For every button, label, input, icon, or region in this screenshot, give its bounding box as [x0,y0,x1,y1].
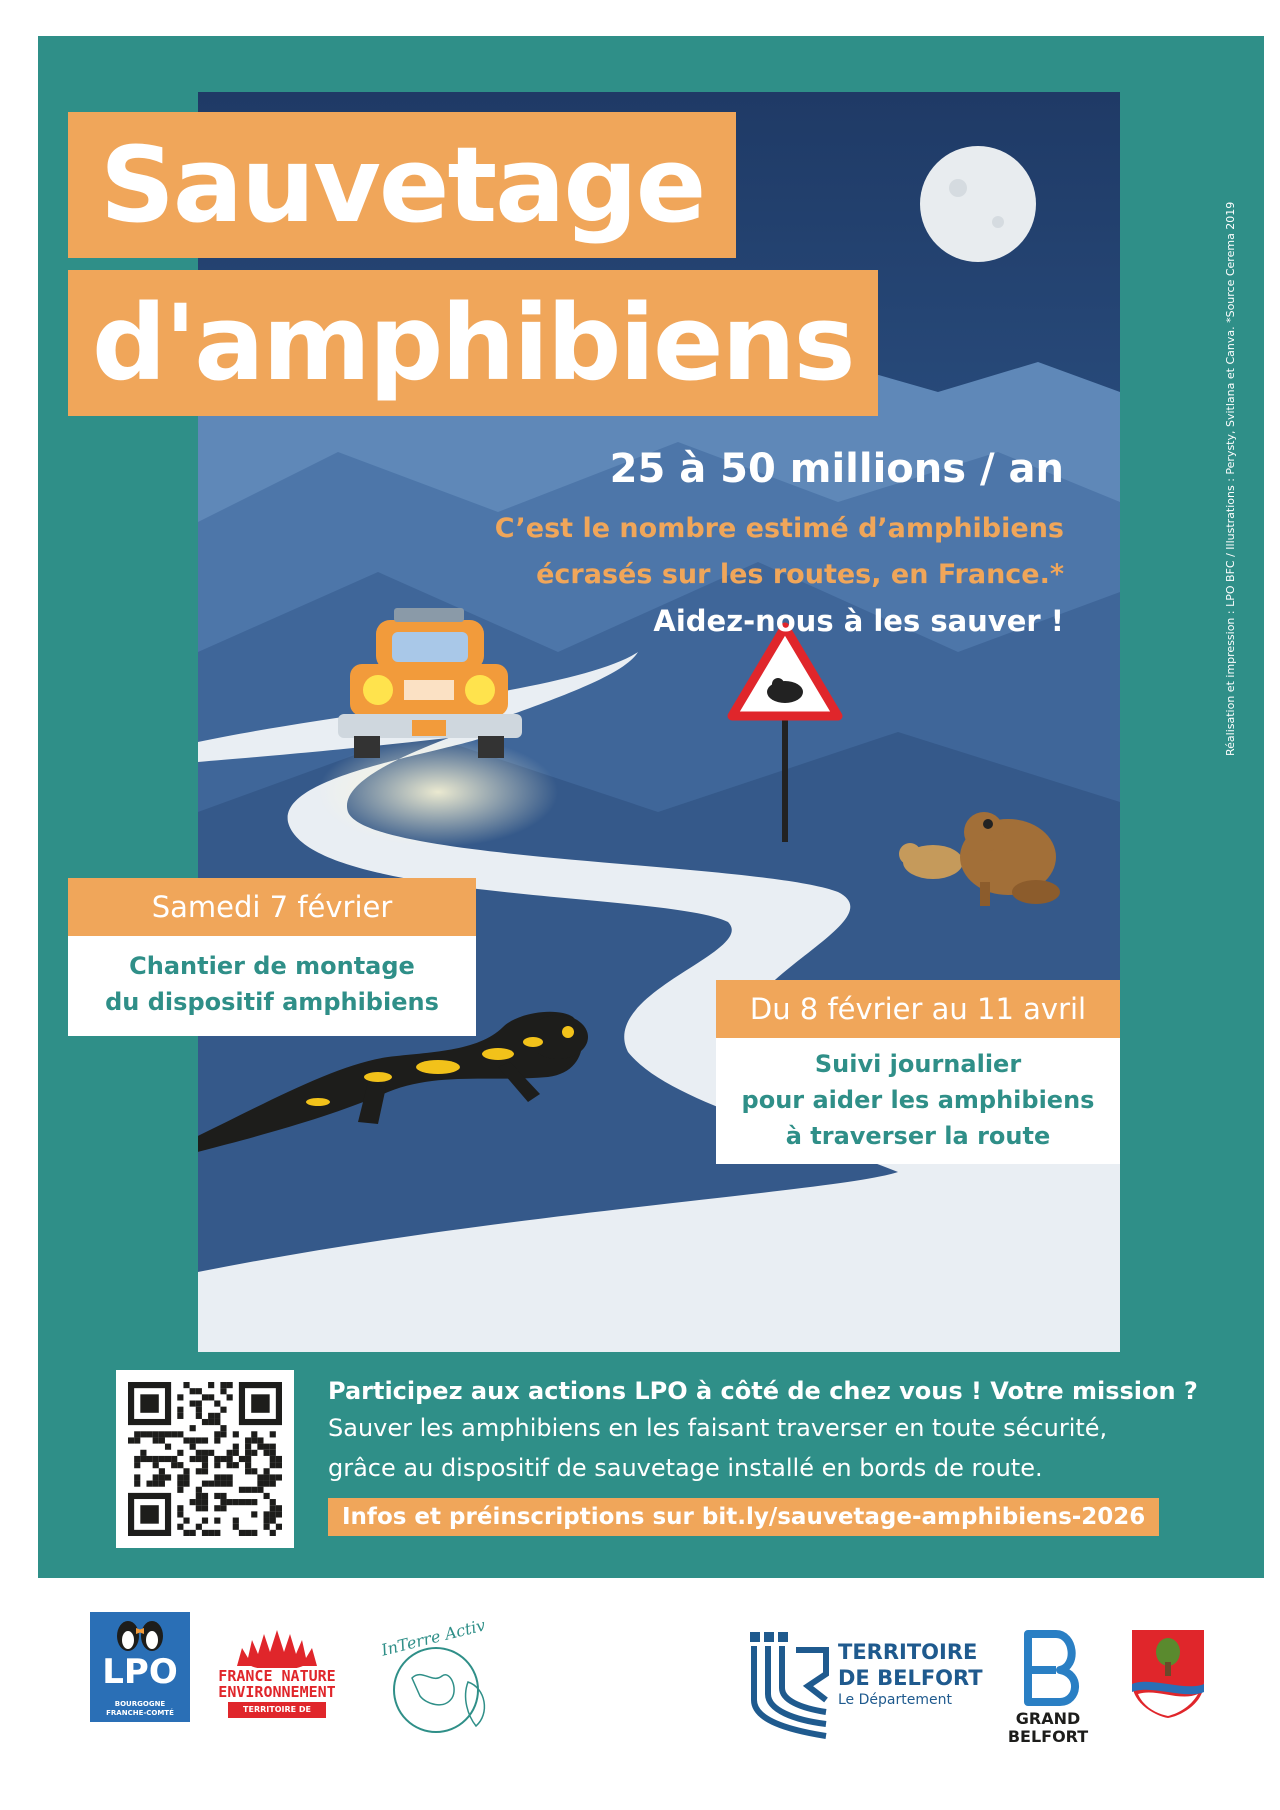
event-description [68,936,476,1036]
registration-link[interactable]: Infos et préinscriptions sur bit.ly/sauvetage-amphibiens-2026 [328,1498,1159,1536]
lpo-region-line-2: FRANCHE-COMTÉ [106,1709,174,1717]
lpo-region-line-1: BOURGOGNE [114,1700,166,1708]
event-card-2 [716,980,1120,1164]
stat-call-to-action: Aidez-nous à les sauver ! [653,604,1064,638]
cta-body-line-1: Sauver les amphibiens en les faisant traverser en toute sécurité, [328,1414,1108,1442]
qr-code[interactable] [116,1370,294,1548]
grand-belfort-label [998,1710,1098,1746]
fne-line-1: FRANCE NATURE [218,1667,336,1685]
credits-vertical [1224,136,1246,756]
stat-line-2: écrasés sur les routes, en France.* [536,559,1064,590]
fne-line-2: ENVIRONNEMENT [218,1683,336,1701]
qr-code-icon [128,1382,282,1536]
tdb-line-3: Le Département [838,1692,952,1708]
event-line: Suivi journalier [814,1050,1022,1078]
call-to-action [328,1374,1258,1536]
title-line-2: d'amphibiens [68,270,878,416]
stat-line-1: C’est le nombre estimé d’amphibiens [494,513,1064,544]
fne-logo [212,1618,342,1730]
event-line: à traverser la route [785,1122,1051,1150]
cta-body-line-2: grâce au dispositif de sauvetage installé en bords de route. [328,1454,1043,1482]
gb-line-2: BELFORT [1007,1727,1089,1746]
poster-background [38,36,1264,1578]
coat-of-arms-icon [1130,1628,1206,1720]
grand-belfort-logo [998,1630,1098,1750]
grand-belfort-b-icon [998,1630,1098,1706]
lpo-region [90,1700,190,1718]
hedgehog-icon [212,1618,342,1668]
municipal-crest-logo [1130,1628,1206,1720]
puffin-icon [90,1614,190,1654]
event-line: Chantier de montage [129,952,415,980]
event-date: Samedi 7 février [68,878,476,936]
fne-territory: TERRITOIRE DE BELFORT [228,1702,326,1718]
partner-logos [0,1588,1280,1810]
lpo-label: LPO [102,1652,178,1692]
fne-label [212,1668,342,1700]
stat-headline: 25 à 50 millions / an [609,446,1064,492]
cta-headline: Participez aux actions LPO à côté de chez vous ! Votre mission ? [328,1377,1198,1405]
event-line: du dispositif amphibiens [105,988,439,1016]
lpo-logo [90,1612,190,1722]
stats-block [495,446,1064,644]
gb-line-1: GRAND [1015,1709,1081,1728]
interterre-logo [372,1615,500,1738]
tdb-line-2: DE BELFORT [838,1666,983,1690]
credits-text: Réalisation et impression : LPO BFC / Illustrations : Perysty, Svitlana et Canva. *Source Cerema 2019 [1224,201,1237,756]
tdb-line-1: TERRITOIRE [838,1640,978,1664]
moon-icon [920,146,1036,262]
interterre-label: InTerre Activ [379,1615,488,1660]
event-date: Du 8 février au 11 avril [716,980,1120,1038]
title-line-1: Sauvetage [68,112,736,258]
event-description [716,1038,1120,1164]
department-emblem-icon [748,1630,832,1740]
territoire-de-belfort-logo [748,1630,988,1740]
event-card-1 [68,878,476,1036]
event-line: pour aider les amphibiens [741,1086,1095,1114]
